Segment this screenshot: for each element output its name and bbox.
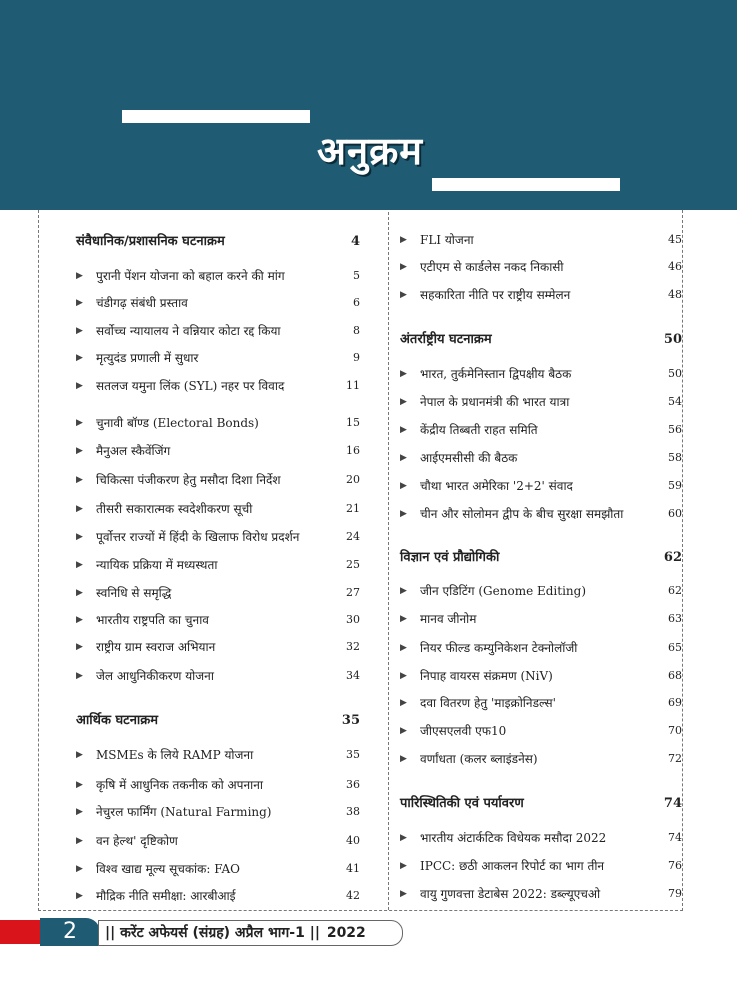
page-number: 34 <box>346 669 360 682</box>
entry-title: सर्वोच्च न्यायालय ने वन्नियार कोटा रद्द किया <box>96 324 281 338</box>
page-number: 42 <box>346 889 360 902</box>
toc-entry <box>400 475 682 497</box>
arrow-icon: ▶ <box>400 754 407 764</box>
page-number: 54 <box>668 395 682 408</box>
page-number: 79 <box>668 887 682 900</box>
toc-entry <box>76 320 360 342</box>
arrow-icon: ▶ <box>76 615 83 625</box>
entry-title: आईएमसीसी की बैठक <box>420 451 518 465</box>
arrow-icon: ▶ <box>76 418 83 428</box>
arrow-icon: ▶ <box>76 891 83 901</box>
toc-entry <box>400 419 682 441</box>
page-number: 70 <box>668 724 682 737</box>
arrow-icon: ▶ <box>400 726 407 736</box>
arrow-icon: ▶ <box>76 326 83 336</box>
page-number: 59 <box>668 479 682 492</box>
arrow-icon: ▶ <box>400 262 407 272</box>
section-title: अंतर्राष्ट्रीय घटनाक्रम <box>400 332 492 347</box>
entry-title: नेपाल के प्रधानमंत्री की भारत यात्रा <box>420 395 570 409</box>
toc-entry <box>400 447 682 469</box>
toc-entry <box>76 858 360 880</box>
page-number: 41 <box>346 862 360 875</box>
page-number: 65 <box>668 641 682 654</box>
toc-entry <box>76 885 360 907</box>
toc-entry <box>400 748 682 770</box>
entry-title: पूर्वोत्तर राज्यों में हिंदी के खिलाफ विरोध प्रदर्शन <box>96 530 300 544</box>
toc-entry <box>76 265 360 287</box>
column-divider <box>388 212 389 910</box>
entry-title: जीएसएलवी एफ10 <box>420 724 507 738</box>
toc-entry <box>76 609 360 631</box>
toc-entry <box>76 744 360 766</box>
page-number: 24 <box>346 530 360 543</box>
section-heading <box>76 230 360 254</box>
page-number: 27 <box>346 586 360 599</box>
toc-entry <box>76 582 360 604</box>
toc-entry <box>400 580 682 602</box>
entry-title: चीन और सोलोमन द्वीप के बीच सुरक्षा समझौता <box>420 507 624 521</box>
page-number: 56 <box>668 423 682 436</box>
toc-entry <box>76 412 360 434</box>
page-title: अनुक्रम <box>316 128 424 173</box>
entry-title: निपाह वायरस संक्रमण (NiV) <box>420 669 553 683</box>
entry-title: नियर फील्ड कम्युनिकेशन टेक्नोलॉजी <box>420 641 578 655</box>
entry-title: एटीएम से कार्डलेस नकद निकासी <box>420 260 564 274</box>
entry-title: दवा वितरण हेतु 'माइक्रोनिडल्स' <box>420 696 556 710</box>
entry-title: IPCC: छठी आकलन रिपोर्ट का भाग तीन <box>420 859 605 873</box>
entry-title: जेल आधुनिकीकरण योजना <box>96 669 214 683</box>
arrow-icon: ▶ <box>400 290 407 300</box>
toc-entry <box>400 229 682 251</box>
arrow-icon: ▶ <box>76 750 83 760</box>
arrow-icon: ▶ <box>400 698 407 708</box>
entry-title: नेचुरल फार्मिंग (Natural Farming) <box>96 805 272 819</box>
arrow-icon: ▶ <box>400 586 407 596</box>
page-number: 68 <box>668 669 682 682</box>
toc-entry <box>76 665 360 687</box>
section-title: आर्थिक घटनाक्रम <box>76 713 159 728</box>
toc-entry <box>400 665 682 687</box>
arrow-icon: ▶ <box>400 425 407 435</box>
toc-entry <box>76 347 360 369</box>
toc-entry <box>400 827 682 849</box>
entry-title: MSMEs के लिये RAMP योजना <box>96 748 254 762</box>
arrow-icon: ▶ <box>76 298 83 308</box>
arrow-icon: ▶ <box>400 671 407 681</box>
entry-title: मृत्युदंड प्रणाली में सुधार <box>96 351 199 365</box>
page-number: 6 <box>353 296 360 309</box>
section-heading <box>400 792 682 816</box>
arrow-icon: ▶ <box>400 397 407 407</box>
page-number: 62 <box>663 550 682 565</box>
arrow-icon: ▶ <box>400 235 407 245</box>
page-number: 32 <box>346 640 360 653</box>
section-heading <box>76 709 360 733</box>
decorative-bar-left <box>122 110 310 123</box>
entry-title: राष्ट्रीय ग्राम स्वराज अभियान <box>96 640 216 654</box>
page-number: 36 <box>346 778 360 791</box>
page-number: 40 <box>346 834 360 847</box>
arrow-icon: ▶ <box>400 889 407 899</box>
page-number: 63 <box>668 612 682 625</box>
entry-title: चंडीगढ़ संबंधी प्रस्ताव <box>96 296 188 310</box>
entry-title: वर्णांधता (कलर ब्लाइंडनेस) <box>420 752 538 766</box>
arrow-icon: ▶ <box>76 864 83 874</box>
section-title: विज्ञान एवं प्रौद्योगिकी <box>400 550 500 565</box>
toc-entry <box>400 256 682 278</box>
entry-title: चिकित्सा पंजीकरण हेतु मसौदा दिशा निर्देश <box>96 473 281 487</box>
entry-title: चौथा भारत अमेरिका '2+2' संवाद <box>420 479 573 493</box>
arrow-icon: ▶ <box>76 475 83 485</box>
arrow-icon: ▶ <box>76 381 83 391</box>
entry-title: पुरानी पेंशन योजना को बहाल करने की मांग <box>96 269 285 283</box>
entry-title: कृषि में आधुनिक तकनीक को अपनाना <box>96 778 264 792</box>
entry-title: भारतीय राष्ट्रपति का चुनाव <box>96 613 209 627</box>
section-title: पारिस्थितिकी एवं पर्यावरण <box>400 796 524 811</box>
entry-title: जीन एडिटिंग (Genome Editing) <box>420 584 587 598</box>
page-number: 35 <box>346 748 360 761</box>
section-heading <box>400 328 682 352</box>
toc-entry <box>76 636 360 658</box>
entry-title: केंद्रीय तिब्बती राहत समिति <box>420 423 538 437</box>
page-number: 8 <box>353 324 360 337</box>
toc-entry <box>76 830 360 852</box>
page-number: 69 <box>668 696 682 709</box>
arrow-icon: ▶ <box>400 614 407 624</box>
toc-entry <box>76 292 360 314</box>
page-number: 20 <box>346 473 360 486</box>
footer-magazine-title <box>98 920 403 946</box>
page-number: 15 <box>346 416 360 429</box>
page-number: 16 <box>346 444 360 457</box>
toc-entry <box>76 375 360 397</box>
entry-title: भारत, तुर्कमेनिस्तान द्विपक्षीय बैठक <box>420 367 572 381</box>
page-number: 21 <box>346 502 360 515</box>
toc-entry <box>400 608 682 630</box>
page-number: 48 <box>668 288 682 301</box>
toc-entry <box>400 363 682 385</box>
section-title: संवैधानिक/प्रशासनिक घटनाक्रम <box>76 234 225 249</box>
arrow-icon: ▶ <box>76 780 83 790</box>
entry-title: मैनुअल स्कैवेंजिंग <box>96 444 171 458</box>
arrow-icon: ▶ <box>400 453 407 463</box>
page-number: 62 <box>668 584 682 597</box>
footer-year: 2022 <box>326 925 366 941</box>
arrow-icon: ▶ <box>76 504 83 514</box>
toc-entry <box>76 774 360 796</box>
toc-entry <box>400 692 682 714</box>
toc-entry <box>400 883 682 905</box>
entry-title: तीसरी सकारात्मक स्वदेशीकरण सूची <box>96 502 253 516</box>
arrow-icon: ▶ <box>76 588 83 598</box>
entry-title: वन हेल्थ' दृष्टिकोण <box>96 834 178 848</box>
entry-title: मौद्रिक नीति समीक्षा: आरबीआई <box>96 889 236 903</box>
page-number: 4 <box>350 234 360 249</box>
page-number: 58 <box>668 451 682 464</box>
page-number: 46 <box>668 260 682 273</box>
toc-entry <box>76 801 360 823</box>
arrow-icon: ▶ <box>76 836 83 846</box>
toc-entry <box>76 554 360 576</box>
toc-entry <box>400 284 682 306</box>
entry-title: विश्व खाद्य मूल्य सूचकांक: FAO <box>96 862 241 876</box>
page-number: 5 <box>353 269 360 282</box>
arrow-icon: ▶ <box>76 271 83 281</box>
page-number: 50 <box>663 332 682 347</box>
toc-entry <box>400 391 682 413</box>
arrow-icon: ▶ <box>76 642 83 652</box>
footer-page-number: 2 <box>40 918 100 946</box>
decorative-bar-right <box>432 178 620 191</box>
page-number: 74 <box>668 831 682 844</box>
page-number: 9 <box>353 351 360 364</box>
arrow-icon: ▶ <box>400 861 407 871</box>
entry-title: वायु गुणवत्ता डेटाबेस 2022: डब्ल्यूएचओ <box>420 887 601 901</box>
entry-title: सतलज यमुना लिंक (SYL) नहर पर विवाद <box>96 379 285 393</box>
toc-entry <box>76 469 360 491</box>
page-number: 74 <box>663 796 682 811</box>
page-number: 60 <box>668 507 682 520</box>
page-number: 50 <box>668 367 682 380</box>
toc-entry <box>76 526 360 548</box>
section-heading <box>400 546 682 570</box>
arrow-icon: ▶ <box>76 807 83 817</box>
entry-title: स्वनिधि से समृद्धि <box>96 586 172 600</box>
toc-entry <box>400 855 682 877</box>
arrow-icon: ▶ <box>400 833 407 843</box>
entry-title: भारतीय अंटार्कटिक विधेयक मसौदा 2022 <box>420 831 607 845</box>
page-number: 38 <box>346 805 360 818</box>
arrow-icon: ▶ <box>76 671 83 681</box>
arrow-icon: ▶ <box>76 353 83 363</box>
toc-entry <box>400 503 682 525</box>
arrow-icon: ▶ <box>76 532 83 542</box>
header-banner <box>0 0 737 210</box>
footer-magazine-name: || करेंट अफेयर्स (संग्रह) अप्रैल भाग-1 || <box>105 925 320 941</box>
arrow-icon: ▶ <box>400 509 407 519</box>
entry-title: सहकारिता नीति पर राष्ट्रीय सम्मेलन <box>420 288 571 302</box>
page-number: 30 <box>346 613 360 626</box>
entry-title: न्यायिक प्रक्रिया में मध्यस्थता <box>96 558 218 572</box>
arrow-icon: ▶ <box>76 446 83 456</box>
arrow-icon: ▶ <box>400 369 407 379</box>
page-number: 11 <box>346 379 360 392</box>
toc-entry <box>76 440 360 462</box>
page-number: 45 <box>668 233 682 246</box>
page-number: 72 <box>668 752 682 765</box>
arrow-icon: ▶ <box>400 481 407 491</box>
page-number: 35 <box>341 713 360 728</box>
entry-title: चुनावी बॉण्ड (Electoral Bonds) <box>96 416 259 430</box>
entry-title: FLI योजना <box>420 233 474 247</box>
page-number: 25 <box>346 558 360 571</box>
page-number: 76 <box>668 859 682 872</box>
toc-entry <box>400 720 682 742</box>
arrow-icon: ▶ <box>400 643 407 653</box>
entry-title: मानव जीनोम <box>420 612 477 626</box>
toc-entry <box>76 498 360 520</box>
arrow-icon: ▶ <box>76 560 83 570</box>
toc-entry <box>400 637 682 659</box>
